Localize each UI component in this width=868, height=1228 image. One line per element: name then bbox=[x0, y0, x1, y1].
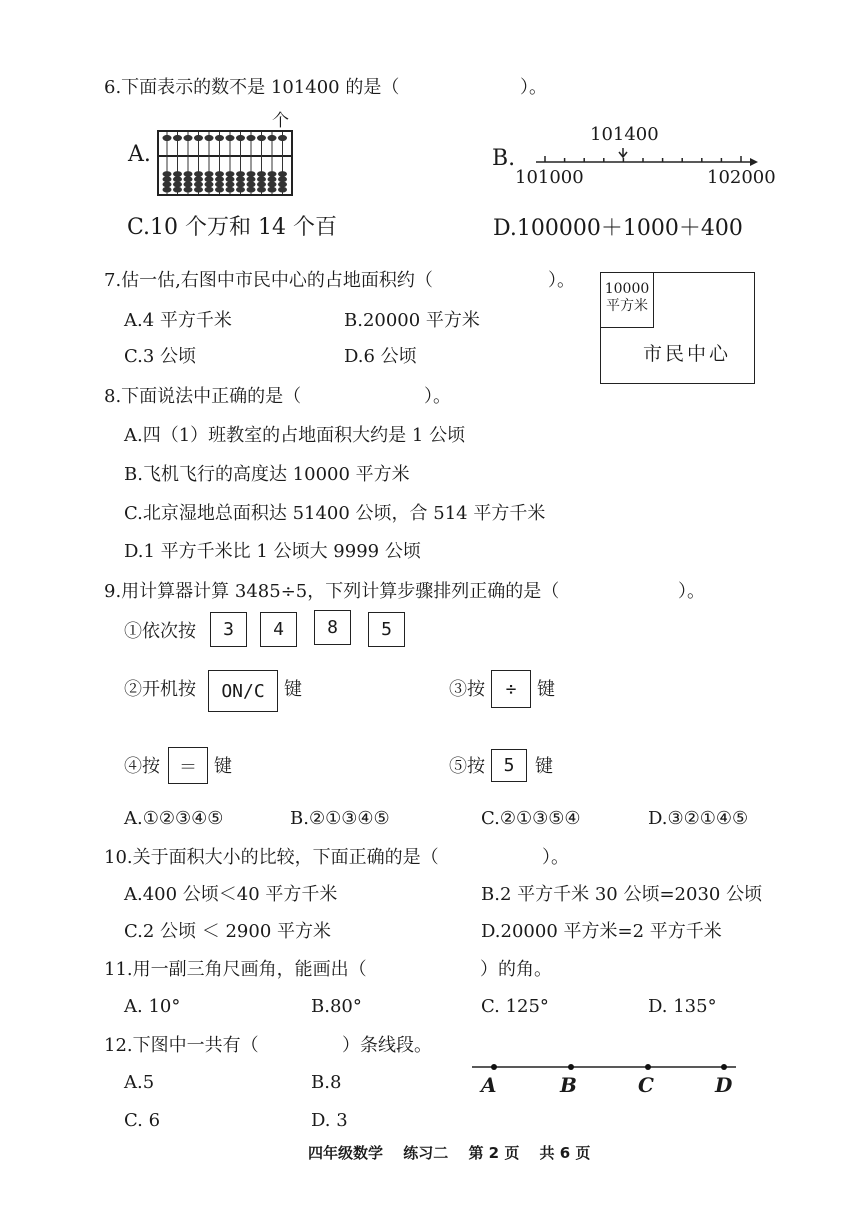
q6-close: ）。 bbox=[520, 77, 547, 98]
q9-step2-key-word: 键 bbox=[284, 679, 302, 700]
civic-center-figure bbox=[600, 272, 755, 384]
q9-step2: ②开机按 bbox=[124, 679, 196, 700]
q9-option-a: A.①②③④⑤ bbox=[124, 808, 224, 829]
q8-option-a: A.四（1）班教室的占地面积大约是 1 公顷 bbox=[124, 425, 466, 446]
q12-close: ）条线段。 bbox=[342, 1035, 432, 1056]
point-c-label: C bbox=[638, 1073, 654, 1097]
q8-stem: 8.下面说法中正确的是（ bbox=[104, 386, 302, 407]
q9-option-d: D.③②①④⑤ bbox=[648, 808, 749, 829]
q7-option-c: C.3 公顷 bbox=[124, 346, 197, 367]
q7-option-b: B.20000 平方米 bbox=[344, 310, 480, 331]
q8-option-d: D.1 平方千米比 1 公顷大 9999 公顷 bbox=[124, 541, 421, 562]
q11-close: ）的角。 bbox=[480, 959, 552, 980]
point-d-label: D bbox=[715, 1073, 733, 1097]
numberline-top-label: 101400 bbox=[590, 124, 659, 145]
q11-option-c: C. 125° bbox=[481, 996, 549, 1017]
q9-step5-key-word: 键 bbox=[535, 756, 553, 777]
q9-step3-key-word: 键 bbox=[537, 679, 555, 700]
q11-stem: 11.用一副三角尺画角，能画出（ bbox=[104, 959, 367, 980]
point-d-dot bbox=[721, 1064, 727, 1070]
numberline-left-label: 101000 bbox=[515, 167, 584, 188]
key-3: 3 bbox=[210, 612, 247, 647]
q6-stem: 6.下面表示的数不是 101400 的是（ bbox=[104, 77, 400, 98]
q10-option-d: D.20000 平方米=2 平方千米 bbox=[481, 921, 722, 942]
q9-step1: ①依次按 bbox=[124, 621, 196, 642]
q9-step4: ④按 bbox=[124, 756, 160, 777]
q7-close: ）。 bbox=[548, 270, 575, 291]
q8-close: ）。 bbox=[424, 386, 451, 407]
point-a-dot bbox=[491, 1064, 497, 1070]
q6-option-a-label: A. bbox=[128, 142, 151, 167]
q9-close: ）。 bbox=[678, 581, 705, 602]
q10-stem: 10.关于面积大小的比较，下面正确的是（ bbox=[104, 847, 439, 868]
q6-option-c: C.10 个万和 14 个百 bbox=[127, 215, 338, 240]
unit-square bbox=[601, 273, 654, 328]
key-five: 5 bbox=[491, 749, 527, 782]
q10-option-b: B.2 平方千米 30 公顷=2030 公顷 bbox=[481, 884, 763, 905]
q12-option-c: C. 6 bbox=[124, 1110, 161, 1131]
page-footer: 四年级数学 练习二 第 2 页 共 6 页 bbox=[308, 1144, 591, 1162]
q9-stem: 9.用计算器计算 3485÷5，下列计算步骤排列正确的是（ bbox=[104, 581, 560, 602]
key-equals: ＝ bbox=[168, 747, 208, 784]
q11-option-a: A. 10° bbox=[124, 996, 181, 1017]
q10-close: ）。 bbox=[542, 847, 569, 868]
q11-option-d: D. 135° bbox=[648, 996, 717, 1017]
numberline-right-label: 102000 bbox=[707, 167, 776, 188]
point-b-dot bbox=[568, 1064, 574, 1070]
segment-line-figure bbox=[470, 1060, 740, 1074]
q12-option-d: D. 3 bbox=[311, 1110, 348, 1131]
civic-center-label: 市民中心 bbox=[643, 343, 732, 365]
q6-option-b-label: B. bbox=[492, 146, 516, 171]
point-a-label: A bbox=[481, 1073, 497, 1097]
abacus-marker: 个 bbox=[272, 111, 289, 131]
key-on-c: ON/C bbox=[208, 670, 278, 712]
q10-option-c: C.2 公顷 ＜ 2900 平方米 bbox=[124, 921, 331, 942]
q11-option-b: B.80° bbox=[311, 996, 362, 1017]
key-5: 5 bbox=[368, 612, 405, 647]
abacus-figure bbox=[157, 130, 293, 196]
q6-option-d: D.100000＋1000＋400 bbox=[493, 216, 743, 241]
q7-stem: 7.估一估,右图中市民中心的占地面积约（ bbox=[104, 270, 433, 291]
q8-option-c: C.北京湿地总面积达 51400 公顷，合 514 平方千米 bbox=[124, 503, 546, 524]
q9-step3: ③按 bbox=[449, 679, 485, 700]
q9-option-c: C.②①③⑤④ bbox=[481, 808, 581, 829]
q12-stem: 12.下图中一共有（ bbox=[104, 1035, 259, 1056]
point-b-label: B bbox=[560, 1073, 577, 1097]
unit-square-unit: 平方米 bbox=[606, 298, 648, 314]
q8-option-b: B.飞机飞行的高度达 10000 平方米 bbox=[124, 464, 410, 485]
q7-option-a: A.4 平方千米 bbox=[124, 310, 232, 331]
point-c-dot bbox=[645, 1064, 651, 1070]
q10-option-a: A.400 公顷＜40 平方千米 bbox=[124, 884, 338, 905]
q9-step5: ⑤按 bbox=[449, 756, 485, 777]
unit-square-value: 10000 bbox=[604, 281, 650, 297]
key-4: 4 bbox=[260, 612, 297, 647]
key-8: 8 bbox=[314, 610, 351, 645]
q9-step4-key-word: 键 bbox=[214, 756, 232, 777]
q12-option-b: B.8 bbox=[311, 1072, 342, 1093]
q7-option-d: D.6 公顷 bbox=[344, 346, 417, 367]
q9-option-b: B.②①③④⑤ bbox=[290, 808, 390, 829]
q12-option-a: A.5 bbox=[124, 1072, 155, 1093]
key-divide: ÷ bbox=[491, 670, 531, 708]
